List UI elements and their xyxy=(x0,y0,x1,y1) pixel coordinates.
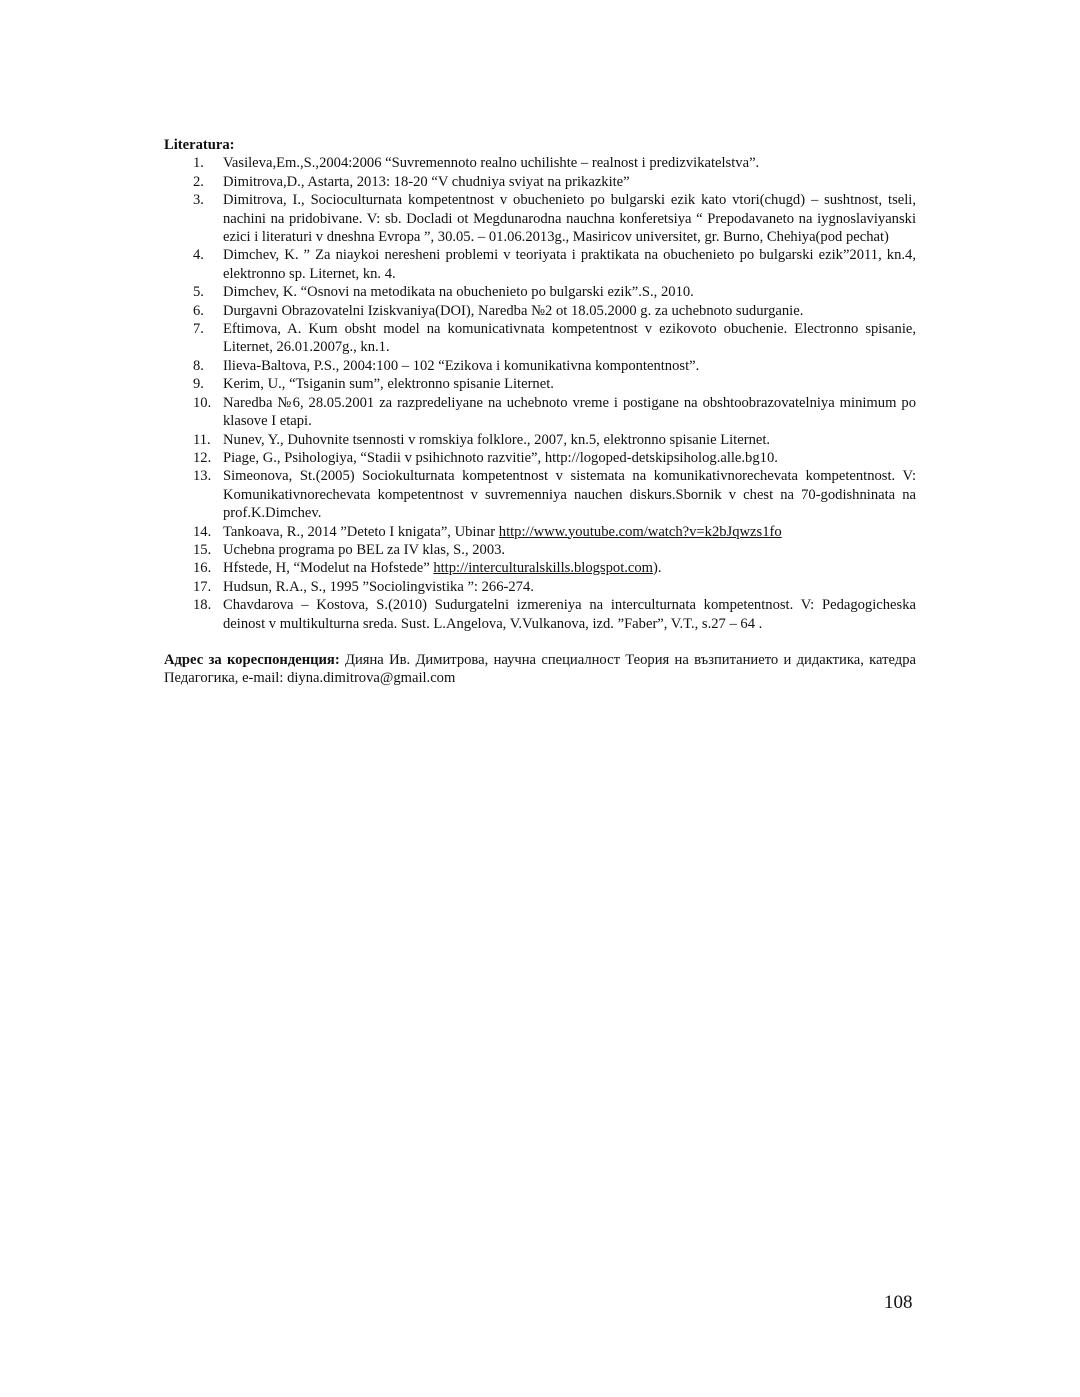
reference-item xyxy=(164,596,916,633)
reference-item xyxy=(164,559,916,577)
reference-link[interactable]: http://www.youtube.com/watch?v=k2bJqwzs1fo xyxy=(498,523,782,540)
reference-number: 1. xyxy=(193,155,204,172)
reference-item xyxy=(164,375,916,393)
reference-item xyxy=(164,154,916,172)
reference-item xyxy=(164,191,916,246)
reference-link[interactable]: http://interculturalskills.blogspot.com xyxy=(433,560,654,577)
reference-item xyxy=(164,523,916,541)
reference-item xyxy=(164,173,916,191)
reference-item xyxy=(164,302,916,320)
reference-number: 13. xyxy=(193,468,212,485)
reference-text: Chavdarova – Kostova, S.(2010) Sudurgatelni izmereniya na interculturnata kompetentnost. V: Pedagogicheska deinost v multikulturna sreda. Sust. L.Angelova, V.Vulkanova, izd. ”Faber”, V.T., s.27 – 64 . xyxy=(223,597,916,632)
reference-text: Dimchev, K. “Osnovi na metodikata na obuchenieto po bulgarski ezik”.S., 2010. xyxy=(223,284,694,301)
reference-number: 16. xyxy=(193,560,212,577)
correspondence-address xyxy=(164,651,916,688)
reference-text: Ilieva-Baltova, P.S., 2004:100 – 102 “Ezikova i komunikativna kompontentnost”. xyxy=(223,357,700,374)
reference-text: Dimitrova,D., Astarta, 2013: 18-20 “V chudniya sviyat na prikazkite” xyxy=(223,173,630,190)
address-text: Дияна Ив. Димитрова, научна специалност Теория на възпитанието и дидактика, катедра Педагогика, e-mail: diyna.dimitrova@gmail.com xyxy=(164,651,916,687)
reference-number: 17. xyxy=(193,578,212,595)
reference-item xyxy=(164,541,916,559)
address-label: Адрес за кореспонденция: xyxy=(164,651,340,668)
reference-text: Durgavni Obrazovatelni Iziskvaniya(DOI), Naredba №2 ot 18.05.2000 g. za uchebnoto sudurganie. xyxy=(223,302,804,319)
reference-number: 7. xyxy=(193,321,204,338)
reference-text: ). xyxy=(653,560,662,577)
reference-item xyxy=(164,283,916,301)
reference-item xyxy=(164,394,916,431)
reference-number: 10. xyxy=(193,394,212,411)
reference-number: 18. xyxy=(193,597,212,614)
reference-number: 4. xyxy=(193,247,204,264)
reference-number: 15. xyxy=(193,541,212,558)
reference-text: Uchebna programa po BEL za IV klas, S., 2003. xyxy=(223,541,506,558)
reference-number: 12. xyxy=(193,449,212,466)
reference-number: 11. xyxy=(193,431,211,448)
reference-number: 9. xyxy=(193,376,204,393)
reference-number: 2. xyxy=(193,173,204,190)
reference-text: Nunev, Y., Duhovnite tsennosti v romskiya folklore., 2007, kn.5, elektronno spisanie Liternet. xyxy=(223,431,771,448)
page-number: 108 xyxy=(884,1292,913,1313)
reference-number: 3. xyxy=(193,192,204,209)
reference-text: Kerim, U., “Tsiganin sum”, elektronno spisanie Liternet. xyxy=(223,376,554,393)
reference-item xyxy=(164,357,916,375)
reference-item xyxy=(164,449,916,467)
reference-text: Hudsun, R.A., S., 1995 ”Sociolingvistika ”: 266-274. xyxy=(223,578,534,595)
reference-number: 5. xyxy=(193,284,204,301)
reference-text: Piage, G., Psihologiya, “Stadii v psihichnoto razvitie”, http://logoped-detskipsiholog.alle.bg10. xyxy=(223,449,778,466)
reference-text: Vasileva,Em.,S.,2004:2006 “Suvremennoto realno uchilishte – realnost i predizvikatelstva”. xyxy=(223,155,760,172)
reference-number: 6. xyxy=(193,302,204,319)
reference-item xyxy=(164,320,916,357)
reference-text: Simeonova, St.(2005) Sociokulturnata kompetentnost v sistemata na komunikativnorechevata kompetentnost. V: Komunikativnorechevata kompetentnost v suvremenniya nauchen diskurs.Sbornik v chest na 70-godishninata na prof.K.Dimchev. xyxy=(223,468,916,522)
reference-text: Dimitrova, I., Socioculturnata kompetentnost v obuchenieto po bulgarski ezik kato vtori(chugd) – sushtnost, tseli, nachini na pridobivane. V: sb. Docladi ot Megdunarodna nauchna konferetsiya “ Prepodavaneto na iygnoslaviyanski ezici i literaturi v dneshna Evropa ”, 30.05. – 01.06.2013g., Masiricov universitet, gr. Burno, Chehiya(pod pechat) xyxy=(223,192,916,246)
reference-list xyxy=(164,154,916,633)
reference-number: 8. xyxy=(193,357,204,374)
reference-text: Dimchev, K. ” Za niaykoi neresheni problemi v teoriyata i praktikata na obuchenieto po bulgarski ezik”2011, kn.4, elektronno sp. Liternet, kn. 4. xyxy=(223,247,916,282)
page-content xyxy=(164,136,916,702)
reference-text: Eftimova, A. Kum obsht model na komunicativnata kompetentnost v ezikovoto obuchenie. Electronno spisanie, Liternet, 26.01.2007g., kn.1. xyxy=(223,321,916,356)
literature-heading: Literatura: xyxy=(164,137,235,153)
reference-text: Tankoava, R., 2014 ”Deteto I knigata”, Ubinar xyxy=(223,523,499,540)
reference-item xyxy=(164,246,916,283)
reference-number: 14. xyxy=(193,523,212,540)
reference-text: Hfstede, H, “Modelut na Hofstede” xyxy=(223,560,434,577)
reference-text: Naredba №6, 28.05.2001 za razpredeliyane na uchebnoto vreme i postigane na obshtoobrazovatelniya minimum po klasove I etapi. xyxy=(223,394,916,430)
reference-item xyxy=(164,578,916,596)
reference-item xyxy=(164,431,916,449)
reference-item xyxy=(164,467,916,522)
